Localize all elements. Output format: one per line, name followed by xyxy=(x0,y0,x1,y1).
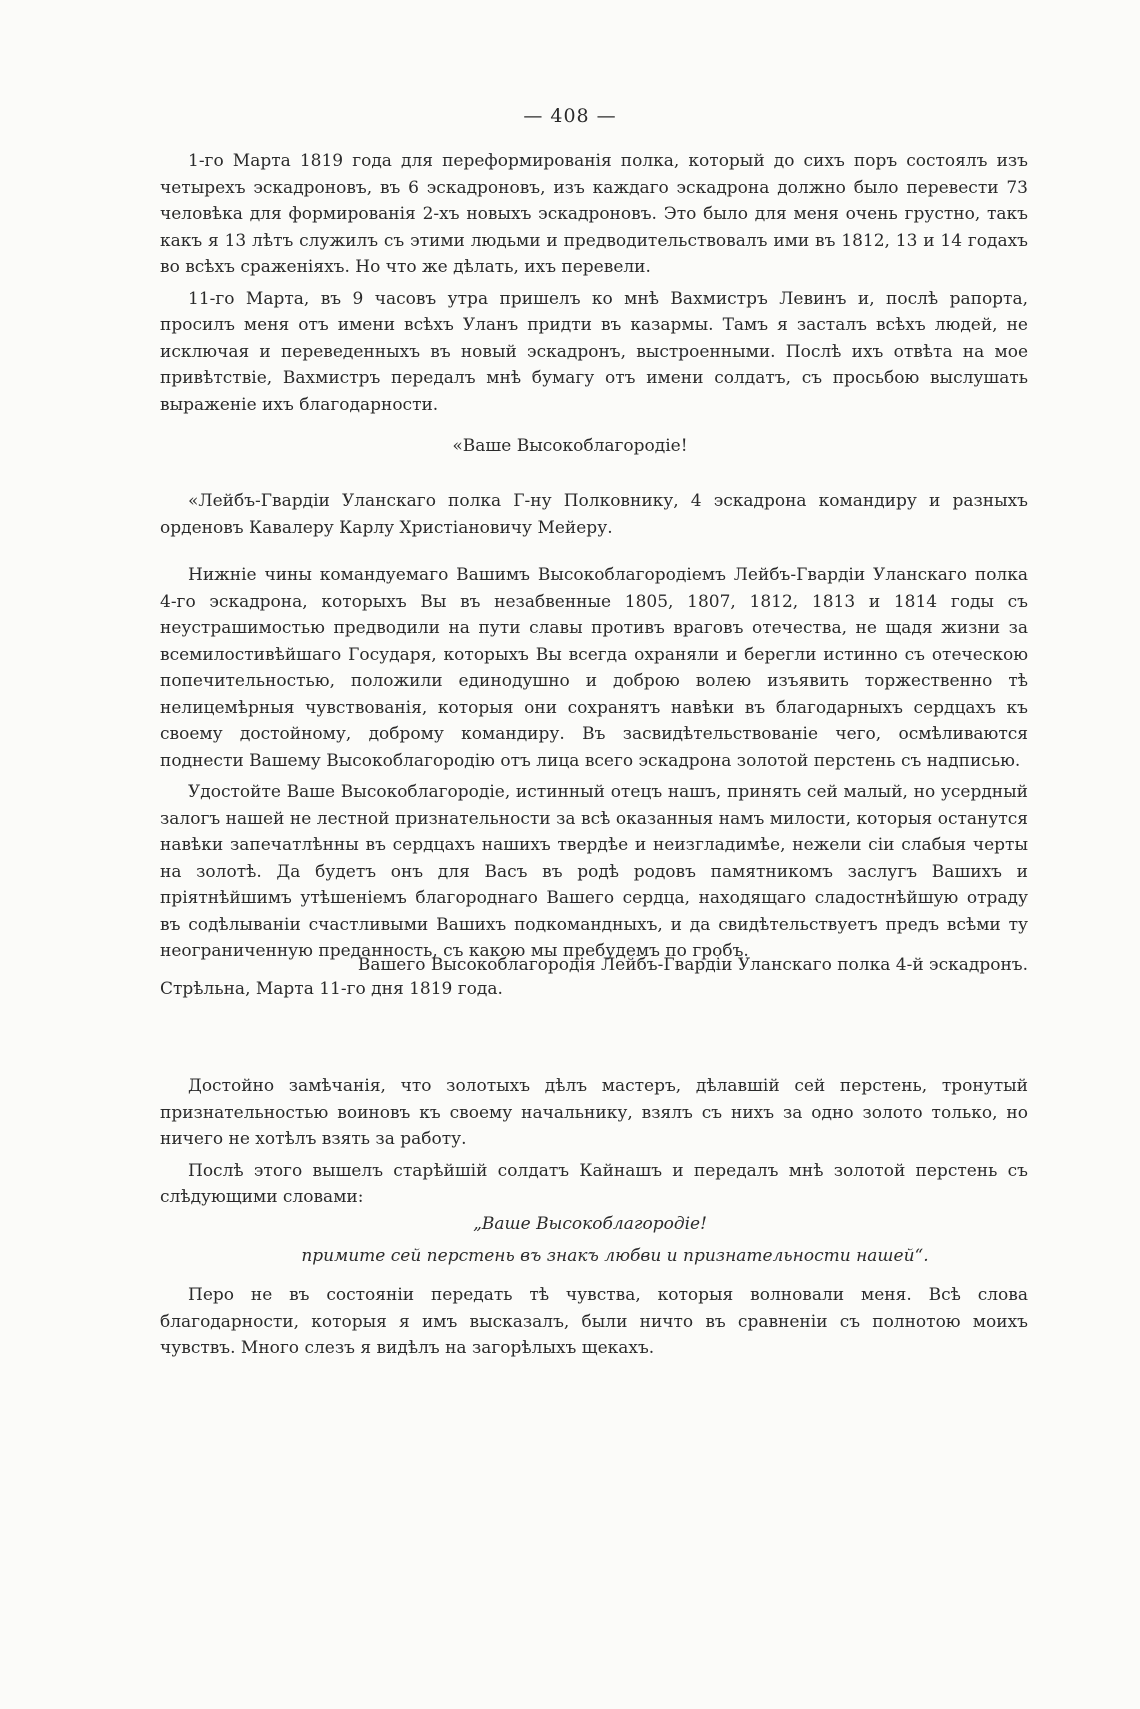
paragraph-goldsmith: Достойно замѣчанія, что золотыхъ дѣлъ мастеръ, дѣлавшій сей перстень, тронутый признательностью воиновъ къ своему начальнику, взялъ съ нихъ за одно золото только, но ничего не хотѣлъ взять за работу. xyxy=(160,1076,1028,1149)
page-number: — 408 — xyxy=(523,105,617,127)
paragraph-reorganization: 1-го Марта 1819 года для переформированія полка, который до сихъ поръ состоялъ изъ четырехъ эскадроновъ, въ 6 эскадроновъ, изъ каждаго эскадрона должно было перевести 73 человѣка для формированія 2-хъ новыхъ эскадроновъ. Это было для меня очень грустно, такъ какъ я 13 лѣтъ служилъ съ этими людьми и предводительствовалъ ими въ 1812, 13 и 14 годахъ во всѣхъ сраженіяхъ. Но что же дѣлать, ихъ перевели. xyxy=(160,151,1028,277)
letter-body xyxy=(160,562,1028,970)
closing-section xyxy=(160,1282,1028,1367)
paragraph-closing: Перо не въ состояніи передать тѣ чувства, которыя волновали меня. Всѣ слова благодарности, которыя я имъ высказалъ, были ничто въ сравненіи съ полнотою моихъ чувствъ. Много слезъ я видѣлъ на загорѣлыхъ щекахъ. xyxy=(160,1285,1028,1358)
quote-text: примите сей перстень въ знакъ любви и признательности нашей“. xyxy=(301,1246,929,1266)
quote-salutation: „Ваше Высокоблагородіе! xyxy=(473,1214,707,1234)
ring-section xyxy=(160,1073,1028,1216)
intro-section xyxy=(160,148,1028,423)
paragraph-barracks-visit: 11-го Марта, въ 9 часовъ утра пришелъ ко мнѣ Вахмистръ Левинъ и, послѣ рапорта, просилъ меня отъ имени всѣхъ Уланъ придти въ казармы. Тамъ я засталъ всѣхъ людей, не исключая и переведенныхъ въ новый эскадронъ, выстроенными. Послѣ ихъ отвѣта на мое привѣтствіе, Вахмистръ передалъ мнѣ бумагу отъ имени солдатъ, съ просьбою выслушать выраженіе ихъ благодарности. xyxy=(160,288,1028,415)
letter-place-date: Стрѣльна, Марта 11-го дня 1819 года. xyxy=(160,979,503,999)
letter-paragraph: Удостойте Ваше Высокоблагородіе, истинный отецъ нашъ, принять сей малый, но усердный залогъ нашей не лестной признательности за всѣ оказанныя намъ милости, которыя останутся навѣки запечатлѣнны въ сердцахъ нашихъ твердѣе и неизгладимѣе, нежели сіи слабыя черты на золотѣ. Да будетъ онъ для Васъ въ родѣ родовъ памятникомъ заслугъ Вашихъ и пріятнѣйшимъ утѣшеніемъ благороднаго Вашего сердца, находящаго сладостнѣйшую отраду въ содѣлываніи счастливыми Вашихъ подкомандныхъ, и да свидѣтельствуетъ предъ всѣми ту неограниченную преданность, съ какою мы пребудемъ по гробъ. xyxy=(160,782,1028,961)
letter-salutation: «Ваше Высокоблагородіе! xyxy=(452,436,688,456)
letter-paragraph: Нижніе чины командуемаго Вашимъ Высокоблагородіемъ Лейбъ-Гвардіи Уланскаго полка 4-го эскадрона, которыхъ Вы въ незабвенные 1805, 1807, 1812, 1813 и 1814 годы съ неустрашимостью предводили на пути славы противъ враговъ отечества, не щадя жизни за всемилостивѣйшаго Государя, которыхъ Вы всегда охраняли и берегли истинно съ отеческою попечительностью, положили единодушно и доброю волею изъявить торжественно тѣ нелицемѣрныя чувствованія, которыя они сохранятъ навѣки въ благодарныхъ сердцахъ къ своему достойному, доброму командиру. Въ засвидѣтельствованіе чего, осмѣливаются поднести Вашему Высокоблагородію отъ лица всего эскадрона золотой перстень съ надписью. xyxy=(160,565,1028,771)
paragraph-kainash: Послѣ этого вышелъ старѣйшій солдатъ Кайнашъ и передалъ мнѣ золотой перстень съ слѣдующими словами: xyxy=(160,1160,1028,1207)
letter-address-block xyxy=(160,488,1028,546)
letter-address: «Лейбъ-Гвардіи Уланскаго полка Г-ну Полковнику, 4 эскадрона командиру и разныхъ орденовъ Кавалеру Карлу Христіановичу Мейеру. xyxy=(160,491,1028,538)
letter-signature: Вашего Высокоблагородія Лейбъ-Гвардіи Уланскаго полка 4-й эскадронъ. xyxy=(357,955,1028,975)
